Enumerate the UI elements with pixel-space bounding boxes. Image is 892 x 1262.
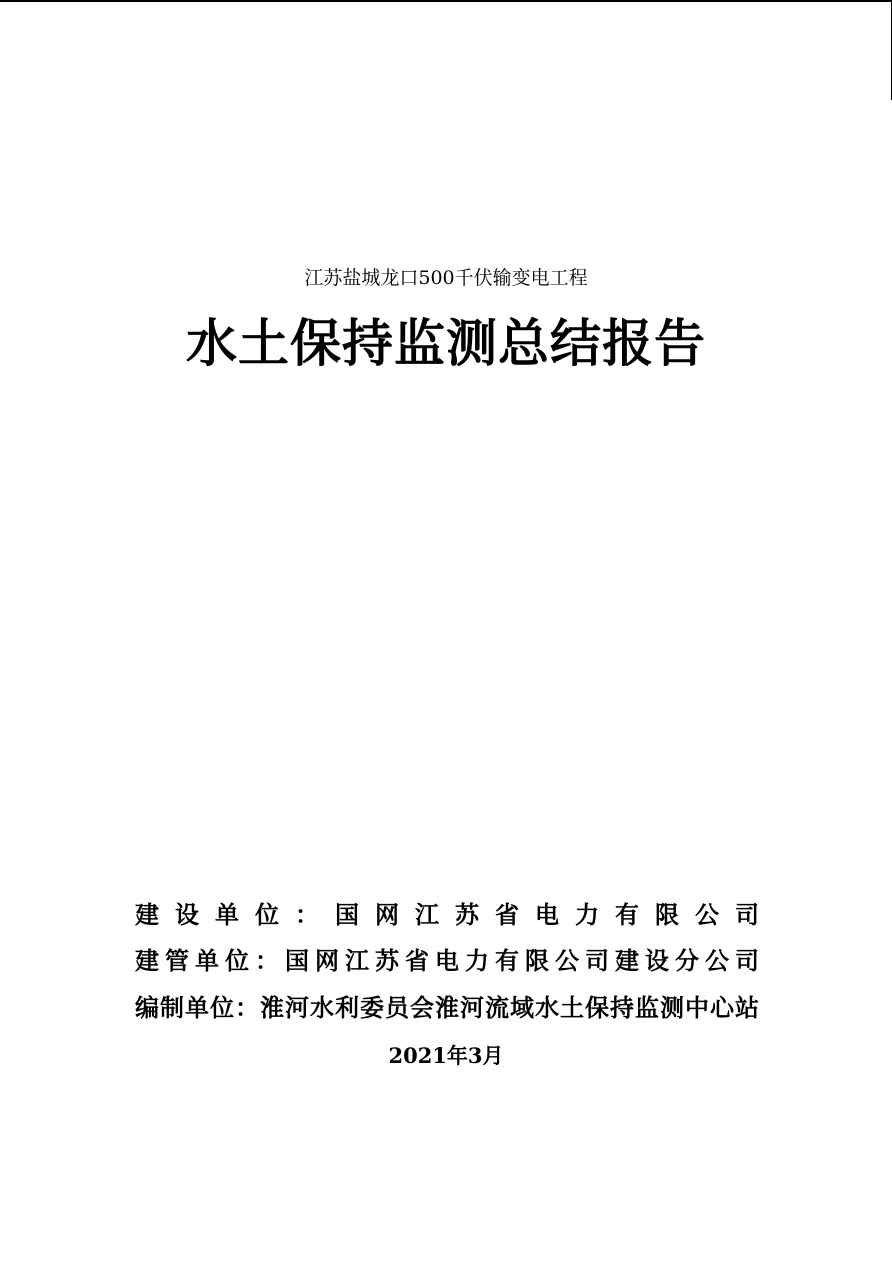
project-name: 江苏盐城龙口500千伏输变电工程 xyxy=(304,267,588,289)
report-date: 2021年3月 xyxy=(388,1043,504,1068)
compiling-unit-line: 编制单位：淮河水利委员会淮河流域水土保持监测中心站 xyxy=(135,993,759,1022)
construction-unit-line: 建 设 单 位 ： 国 网 江 苏 省 电 力 有 限 公 司 xyxy=(135,900,759,929)
top-border-line xyxy=(0,0,892,2)
management-unit-line: 建管单位：国网江苏省电力有限公司建设分公司 xyxy=(135,946,759,975)
report-title: 水土保持监测总结报告 xyxy=(185,315,706,374)
